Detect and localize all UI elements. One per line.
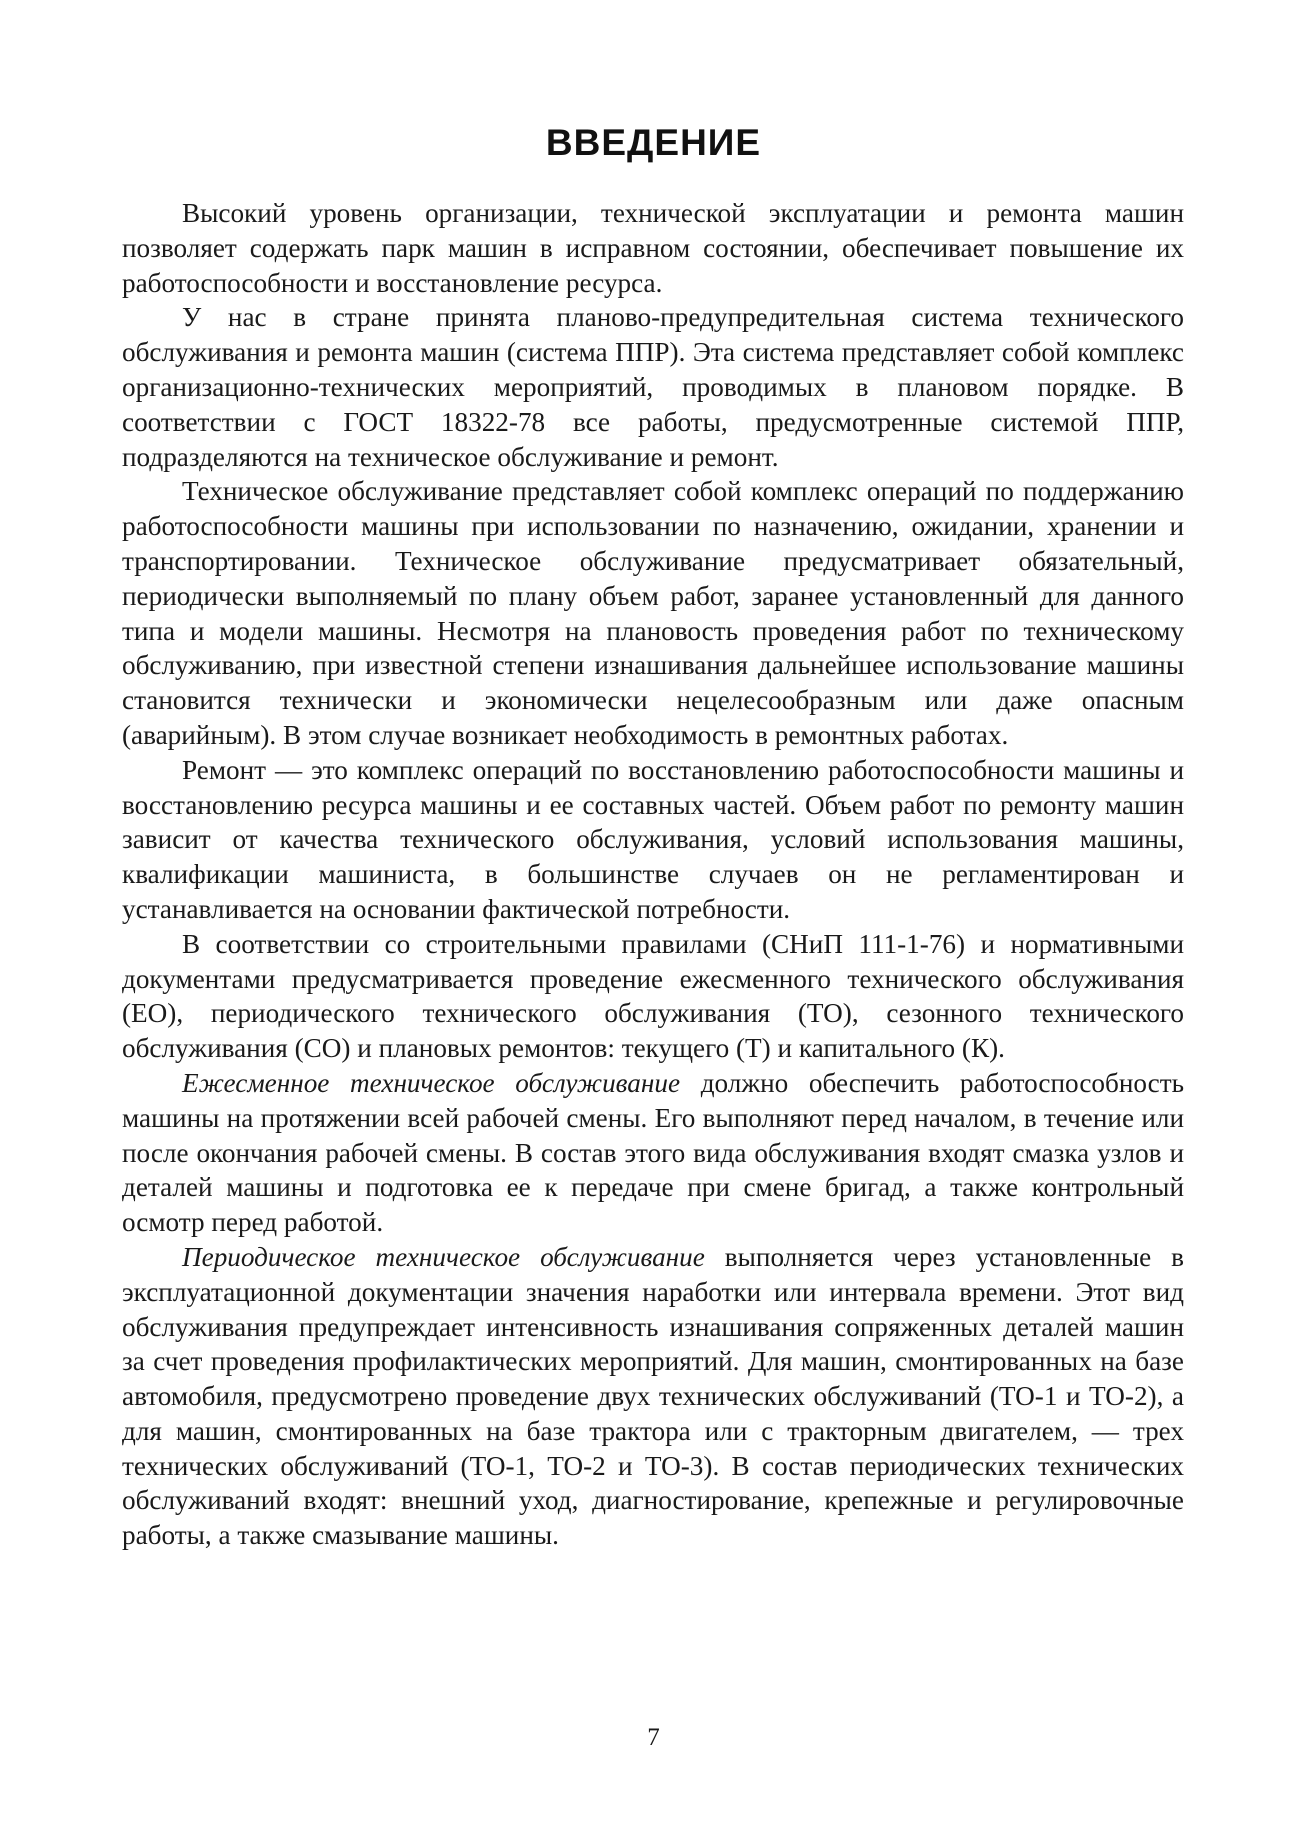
paragraph-4: Ремонт — это комплекс операций по восстановлению работоспособности машины и восстановлению ресурса машины и ее составных частей. Объем работ по ремонту машин зависит от качества технического обслуживания, условий использования машины, квалификации машиниста, в большинстве случаев он не регламентирован и устанавливается на основании фактической потребности. — [122, 754, 1184, 924]
page-title: ВВЕДЕНИЕ — [545, 122, 762, 163]
paragraph-6-text: должно обеспечить работоспособность машины на протяжении всей рабочей смены. Его выполняют перед началом, в течение или после окончания рабочей смены. В состав этого вида обслуживания входят смазка узлов и деталей машины и подготовка ее к передаче при смене бригад, а также контрольный осмотр перед работой. — [122, 1067, 1184, 1238]
paragraph-6 — [122, 1066, 1184, 1240]
paragraph-5: В соответствии со строительными правилами (СНиП 111-1-76) и нормативными документами предусматривается проведение ежесменного технического обслуживания (ЕО), периодического технического обслуживания (ТО), сезонного технического обслуживания (СО) и плановых ремонтов: текущего (Т) и капитального (К). — [122, 928, 1184, 1064]
paragraph-2: У нас в стране принята планово-предупредительная система технического обслуживания и ремонта машин (система ППР). Эта система представляет собой комплекс организационно-технических мероприятий, проводимых в плановом порядке. В соответствии с ГОСТ 18322-78 все работы, предусмотренные системой ППР, подразделяются на техническое обслуживание и ремонт. — [122, 302, 1184, 472]
page-number: 7 — [647, 1724, 660, 1751]
paragraph-7-text: выполняется через установленные в эксплуатационной документации значения наработки или интервала времени. Этот вид обслуживания предупреждает интенсивность изнашивания сопряженных деталей машин за счет проведения профилактических мероприятий. Для машин, смонтированных на базе автомобиля, предусмотрено проведение двух технических обслуживаний (ТО-1 и ТО-2), а для машин, смонтированных на базе трактора или с тракторным двигателем, — трех технических обслуживаний (ТО-1, ТО-2 и ТО-3). В состав периодических технических обслуживаний входят: внешний уход, диагностирование, крепежные и регулировочные работы, а также смазывание машины. — [122, 1241, 1184, 1551]
body-text — [122, 196, 1184, 1553]
paragraph-3: Техническое обслуживание представляет собой комплекс операций по поддержанию работоспособности машины при использовании по назначению, ожидании, хранении и транспортировании. Техническое обслуживание предусматривает обязательный, периодически выполняемый по плану объем работ, заранее установленный для данного типа и модели машины. Несмотря на плановость проведения работ по техническому обслуживанию, при известной степени изнашивания дальнейшее использование машины становится технически и экономически нецелесообразным или даже опасным (аварийным). В этом случае возникает необходимость в ремонтных работах. — [122, 476, 1184, 750]
paragraph-1: Высокий уровень организации, технической эксплуатации и ремонта машин позволяет содержать парк машин в исправном состоянии, обеспечивает повышение их работоспособности и восстановление ресурса. — [122, 198, 1184, 298]
term-daily-maintenance: Ежесменное техническое обслуживание — [182, 1067, 681, 1098]
paragraph-7 — [122, 1240, 1184, 1553]
term-periodic-maintenance: Периодическое техническое обслуживание — [182, 1241, 705, 1272]
